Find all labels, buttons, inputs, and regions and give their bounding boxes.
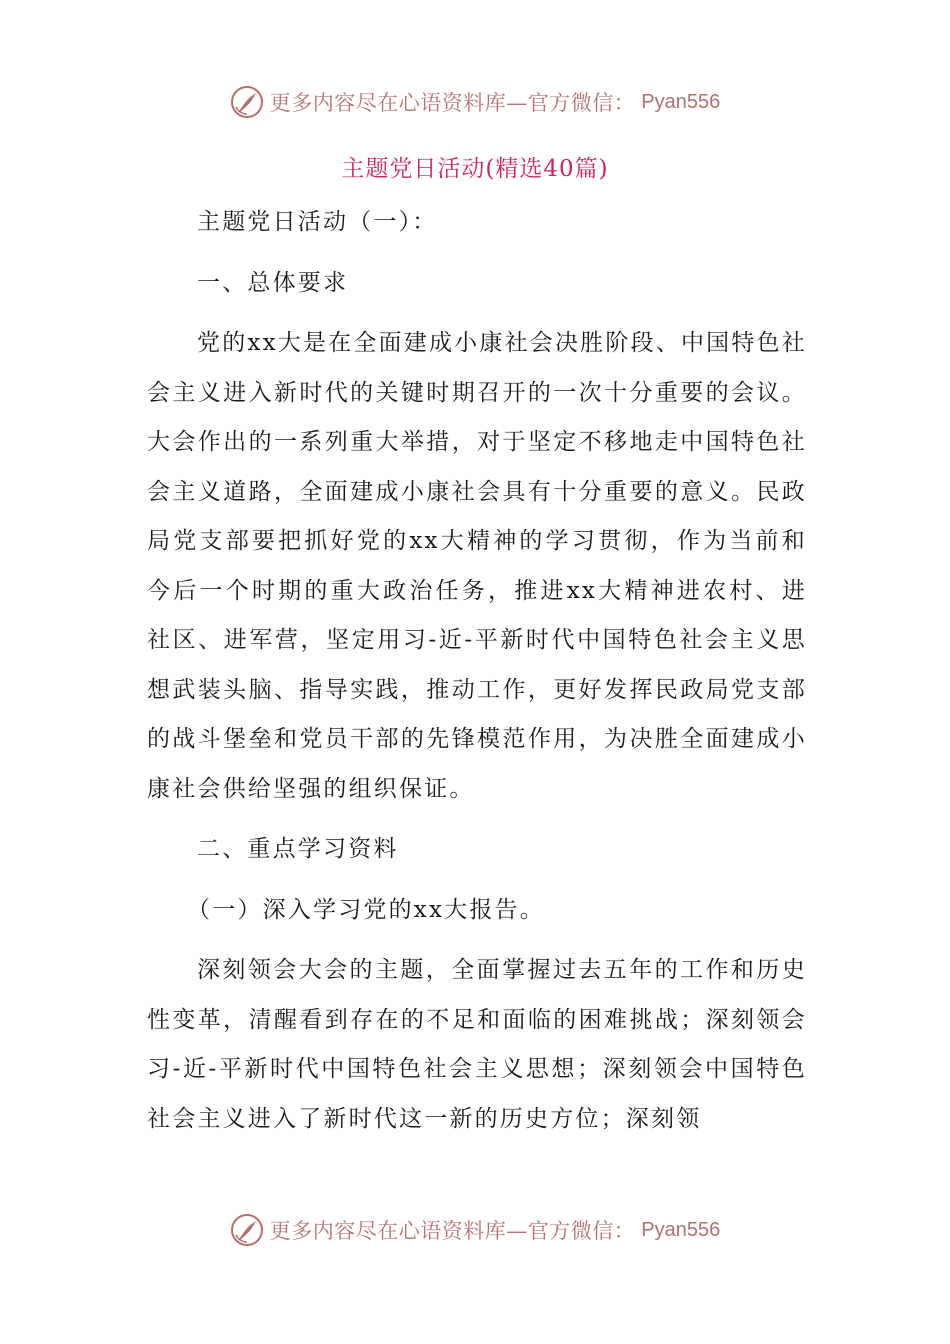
heading-overall-requirements: 一、总体要求 [197, 269, 349, 296]
footer-wechat-id: Pyan556 [641, 1218, 721, 1241]
feather-pen-icon [230, 85, 264, 119]
header-wechat-id: Pyan556 [641, 90, 721, 113]
heading-key-study-materials: 二、重点学习资料 [197, 836, 399, 862]
header-banner-text: 更多内容尽在心语资料库—官方微信： [269, 91, 636, 115]
paragraph-overall-requirements: 党的xx大是在全面建成小康社会决胜阶段、中国特色社会主义进入新时代的关键时期召开的一次十分重要的会议。大会作出的一系列重大举措，对于坚定不移地走中国特色社会主义道路，全面建成小康社会具有十分重要的意义。民政局党支部要把抓好党的xx大精神的学习贯彻，作为当前和今后一个时期的重大政治任务，推进xx大精神进农村、进社区、进军营，坚定用习-近-平新时代中国特色社会主义思想武装头脑、指导实践，推动工作，更好发挥民政局党支部的战斗堡垒和党员干部的先锋模范作用，为决胜全面建成小康社会供给坚强的组织保证。 [147, 330, 807, 802]
document-body [147, 198, 807, 1155]
section-title: 主题党日活动（一）： [197, 209, 438, 235]
header-banner [0, 80, 950, 124]
document-title: 主题党日活动(精选40篇) [341, 156, 609, 182]
subheading-study-report: （一）深入学习党的xx大报告。 [187, 896, 545, 923]
footer-banner [0, 1208, 950, 1252]
feather-pen-icon [230, 1213, 264, 1247]
footer-banner-text: 更多内容尽在心语资料库—官方微信： [269, 1219, 636, 1243]
paragraph-study-report: 深刻领会大会的主题，全面掌握过去五年的工作和历史性变革，清醒看到存在的不足和面临的困难挑战；深刻领会习-近-平新时代中国特色社会主义思想；深刻领会中国特色社会主义进入了新时代这一新的历史方位；深刻领 [147, 957, 807, 1132]
